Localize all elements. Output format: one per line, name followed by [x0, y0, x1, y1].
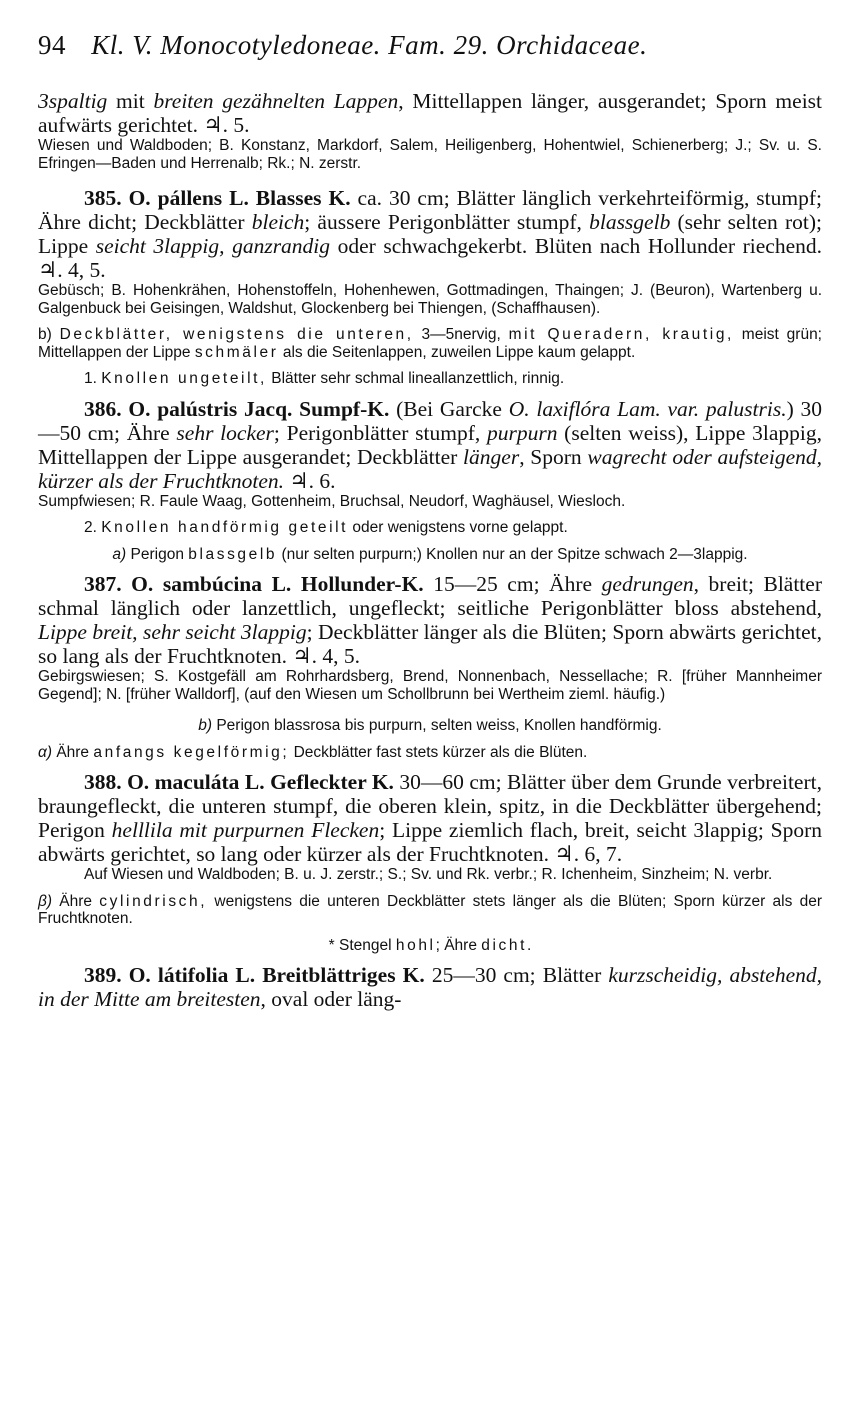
text-run: (nur selten purpurn;) Knollen nur an der Spitze schwach 2—3lappig.	[277, 545, 748, 563]
text-run: Deckblätter fast stets kürzer als die Blüten.	[289, 743, 588, 761]
text-run: blassgelb	[188, 545, 278, 563]
species-heading: 389. O. látifolia L. Breitblättriges K.	[84, 963, 425, 987]
species-entry-388	[38, 770, 822, 866]
text-run: ♃. 6.	[284, 468, 336, 493]
text-run: schmäler	[194, 343, 279, 361]
key-couplet-b	[38, 326, 822, 361]
text-run: wenigstens die unteren Deckblätter stets länger als die Blüten; Sporn kürzer als der Fruchtknoten.	[38, 892, 822, 927]
key-couplet-2	[38, 519, 822, 537]
text-run: länger	[463, 444, 520, 469]
text-run: ; Lippe ziemlich flach, breit, seicht 3lappig; Sporn abwärts gerichtet, so lang oder kürzer als der Fruchtknoten. ♃. 6, 7.	[38, 818, 822, 866]
text-run: oder schwachgekerbt. Blüten nach Hollunder riechend. ♃. 4, 5.	[38, 234, 822, 282]
locality-note: Wiesen und Waldboden; B. Konstanz, Markdorf, Salem, Heiligenberg, Hohentwiel, Schienerberg; J.; Sv. u. S. Efringen—Baden und Herrenalb; Rk.; N. zerstr.	[38, 137, 822, 172]
text-run: , oval oder läng-	[260, 987, 402, 1011]
text-run: Knollen handförmig geteilt	[101, 519, 349, 536]
text-run: .	[527, 936, 532, 954]
text-run: a)	[112, 545, 131, 563]
text-run: blassgelb	[589, 210, 671, 234]
text-run: breiten gezähnelten Lappen	[153, 89, 399, 113]
text-run: ) 30—50 cm; Ähre	[38, 396, 822, 445]
text-run: * Stengel	[328, 936, 396, 954]
species-entry-385	[38, 186, 822, 282]
text-run: bleich	[251, 210, 305, 234]
key-couplet-a	[38, 546, 822, 564]
text-run: Knollen ungeteilt,	[101, 370, 267, 387]
species-entry-386	[38, 397, 822, 493]
text-run: dicht	[481, 936, 528, 954]
page-number: 94	[38, 30, 66, 60]
locality-note: Gebirgswiesen; S. Kostgefäll am Rohrhardsberg, Brend, Nonnenbach, Nessellache; R. [früher Mannheimer Gegend]; N. [früher Walldorf], (auf den Wiesen um Schollbrunn bei Wertheim zieml. häufig.)	[38, 668, 822, 703]
text-run: purpurn	[486, 420, 558, 445]
text-run: b)	[38, 326, 60, 343]
text-run: , Sporn	[519, 444, 588, 469]
species-heading: 387. O. sambúcina L. Hollunder-K.	[84, 572, 424, 596]
text-run: (selten weiss), Lippe 3lappig, Mittellappen der Lippe ausgerandet; Deckblätter	[38, 420, 823, 469]
text-run: cylindrisch,	[99, 892, 208, 910]
text-run: kurzscheidig, abstehend, in der Mitte am breitesten	[38, 963, 822, 1011]
text-run: (Bei Garcke	[389, 396, 509, 421]
text-run: hohl	[395, 936, 436, 954]
species-entry-389	[38, 963, 822, 1011]
text-run: O. laxiflóra Lam. var. palustris.	[508, 396, 787, 421]
text-run: oder wenigstens vorne gelappt.	[348, 519, 568, 536]
text-run: , Mittellappen länger, ausgerandet; Sporn meist aufwärts gerichtet. ♃. 5.	[38, 89, 823, 137]
text-run: Ähre	[56, 743, 94, 761]
text-run: 25—30 cm; Blätter	[424, 963, 609, 987]
text-run: anfangs kegelförmig;	[93, 743, 290, 761]
text-run: meist grün; Mittellappen der Lippe	[38, 326, 822, 361]
text-run: 3—5nervig,	[413, 326, 509, 343]
species-entry-387	[38, 572, 822, 668]
text-run: α)	[38, 743, 57, 761]
text-run: ca. 30 cm; Blätter länglich verkehrteiförmig, stumpf; Ähre dicht; Deckblätter	[38, 186, 822, 234]
text-run: ; Deckblätter länger als die Blüten; Sporn abwärts gerichtet, so lang als der Fruchtknoten. ♃. 4, 5.	[38, 620, 822, 668]
text-run: Deckblätter, wenigstens die unteren,	[59, 326, 414, 343]
text-run: ; Perigonblätter stumpf,	[273, 420, 487, 445]
locality-note: Gebüsch; B. Hohenkrähen, Hohenstoffeln, Hohenhewen, Gottmadingen, Thaingen; J. (Beuron), Wartenberg u. Galgenbuck bei Geisingen, Waldshut, Glockenberg bei Thiengen, (Schaffhausen).	[38, 282, 822, 317]
text-run: 1.	[84, 370, 102, 387]
key-couplet-bb	[38, 717, 822, 735]
locality-note: Auf Wiesen und Waldboden; B. u. J. zerstr.; S.; Sv. und Rk. verbr.; R. Ichenheim, Sinzheim; N. verbr.	[84, 866, 773, 883]
text-run: Perigon blassrosa bis purpurn, selten weiss, Knollen handförmig.	[216, 717, 662, 734]
text-run: Lippe breit, sehr seicht 3lappig	[38, 620, 307, 644]
key-couplet-1	[38, 370, 822, 388]
text-run: 2.	[84, 519, 102, 536]
text-run: als die Seitenlappen, zuweilen Lippe kaum gelappt.	[278, 343, 636, 361]
key-couplet-alpha	[38, 744, 822, 762]
text-run: (sehr selten rot); Lippe	[38, 210, 822, 258]
locality-note: Sumpfwiesen; R. Faule Waag, Gottenheim, Bruchsal, Neudorf, Waghäusel, Wiesloch.	[38, 492, 626, 510]
running-title: Kl. V. Monocotyledoneae. Fam. 29. Orchidaceae.	[91, 30, 648, 60]
text-run: gedrungen	[601, 572, 694, 596]
text-run: ; äussere Perigonblätter stumpf,	[304, 210, 590, 234]
text-run: helllila mit purpurnen Flecken	[111, 818, 380, 842]
text-run: , breit; Blätter schmal länglich oder lanzettlich, ungefleckt; seitliche Perigonblätter bloss abstehend,	[38, 572, 822, 620]
key-couplet-beta	[38, 893, 822, 928]
text-run: 3spaltig	[38, 89, 108, 113]
species-heading: 385. O. pállens L. Blasses K.	[84, 186, 351, 210]
text-run: β)	[38, 892, 60, 910]
text-run: wagrecht oder aufsteigend, kürzer als der Fruchtknoten.	[38, 444, 822, 493]
text-run: ; Ähre	[435, 936, 482, 954]
text-run: 15—25 cm; Ähre	[423, 572, 602, 596]
text-run: Perigon	[130, 545, 189, 563]
text-run: mit	[107, 89, 154, 113]
text-run: mit Queradern, krautig,	[508, 326, 734, 343]
text-run: Ähre	[59, 892, 100, 910]
text-run: seicht 3lappig, ganzrandig	[95, 234, 331, 258]
text-run: 30—60 cm; Blätter über dem Grunde verbreitert, braungefleckt, die unteren stumpf, die oberen klein, spitz, in die Deckblätter übergehend; Perigon	[38, 770, 822, 842]
text-run: sehr locker	[176, 420, 274, 445]
text-run: Blätter sehr schmal lineallanzettlich, rinnig.	[266, 370, 565, 387]
key-couplet-star	[38, 937, 822, 955]
continuation-paragraph	[38, 89, 822, 137]
species-heading: 386. O. palústris Jacq. Sumpf-K.	[84, 396, 390, 421]
text-run: b)	[198, 717, 217, 734]
page	[38, 30, 822, 1011]
running-header	[38, 30, 822, 61]
species-heading: 388. O. maculáta L. Gefleckter K.	[84, 770, 394, 794]
